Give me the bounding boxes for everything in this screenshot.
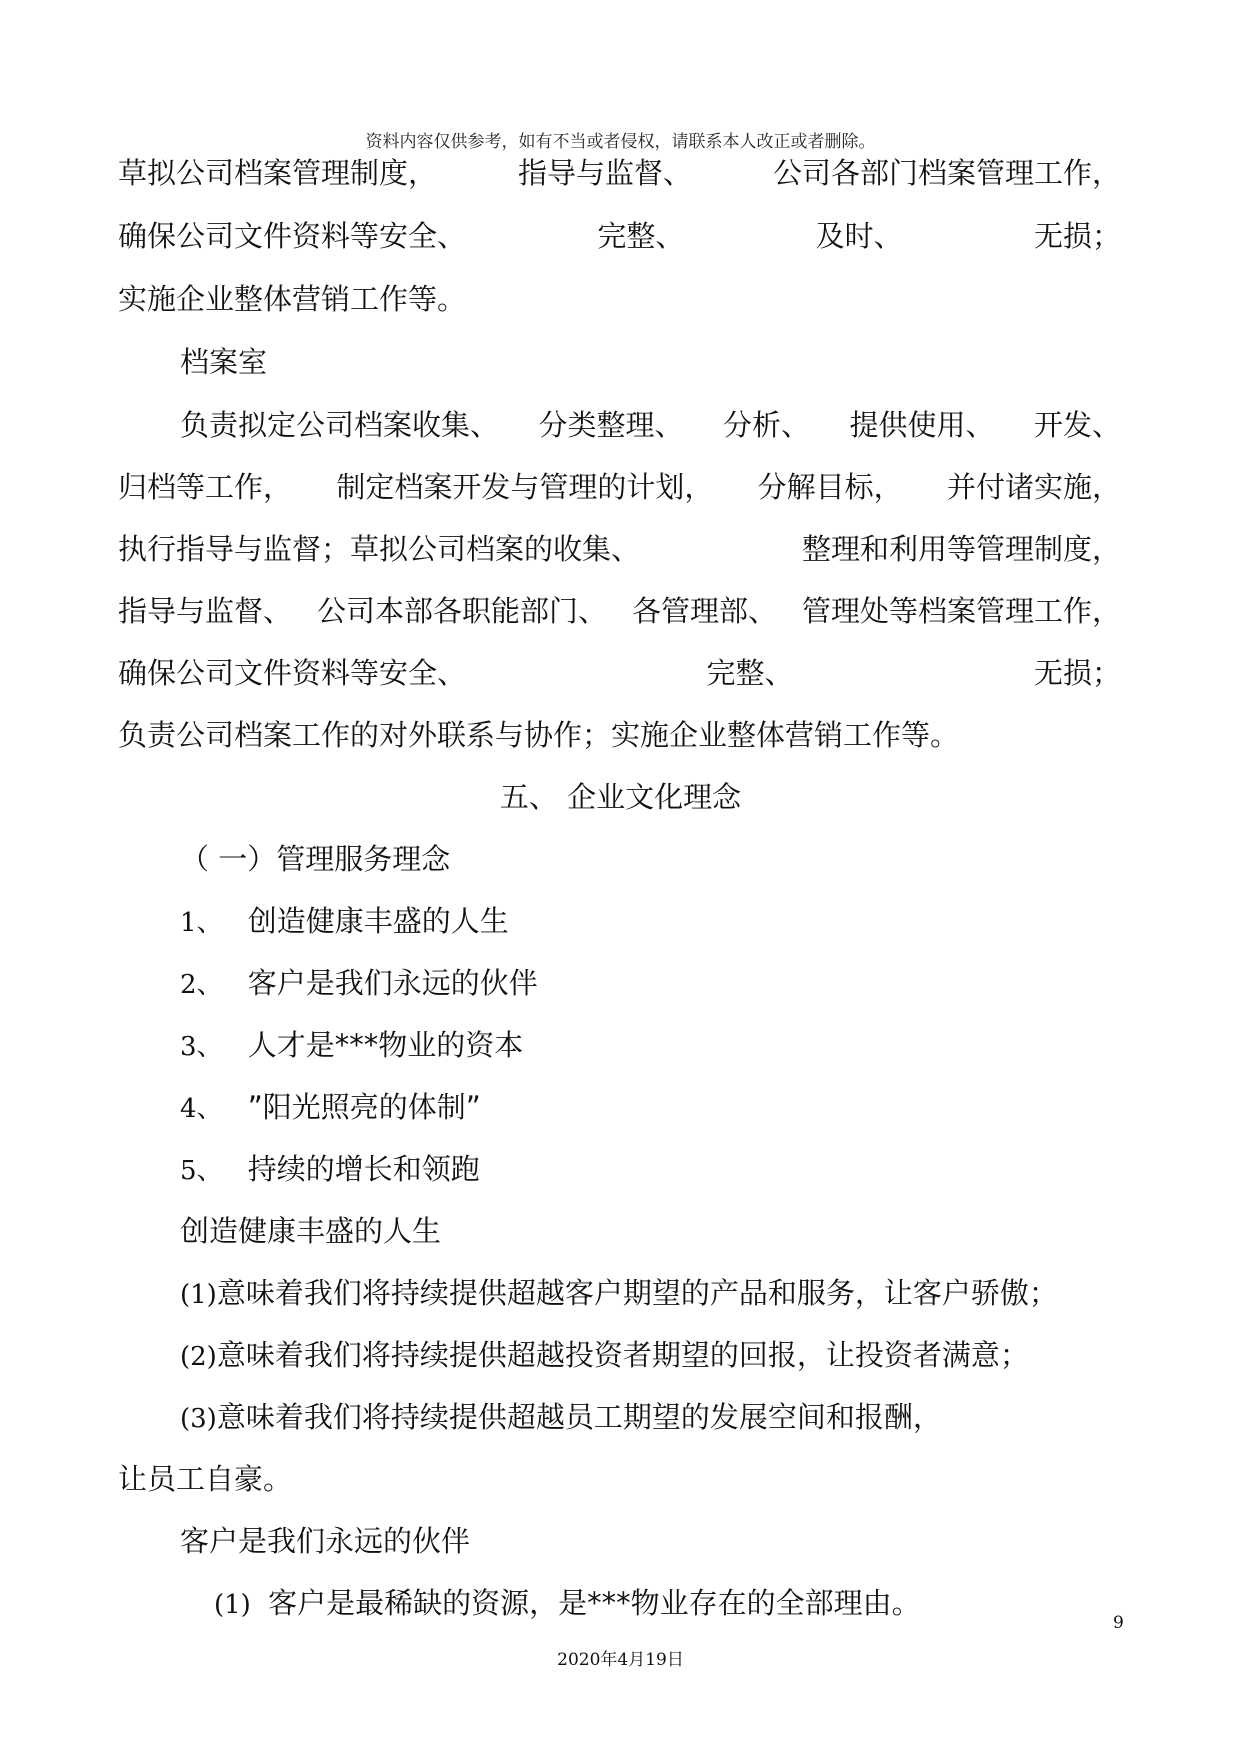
text-segment: 指导与监督、	[517, 156, 692, 190]
principle1-title: 创造健康丰盛的人生	[180, 1214, 442, 1248]
text-segment: 并付诸实施，	[946, 470, 1121, 504]
header-note: 资料内容仅供参考，如有不当或者侵权，请联系本人改正或者删除。	[365, 132, 876, 152]
text-segment: 无损；	[1033, 656, 1121, 690]
list-text: ”阳光照亮的体制”	[247, 1090, 481, 1124]
list-number: 5、	[180, 1156, 223, 1186]
list-text: 客户是我们永远的伙伴	[247, 966, 538, 1000]
text-segment: 及时、	[815, 219, 903, 253]
text-segment: 草拟公司档案管理制度，	[118, 156, 438, 190]
list-item	[180, 1025, 523, 1067]
list-item-continuation: 让员工自豪。	[118, 1462, 293, 1496]
list-number: 1、	[180, 908, 223, 938]
p2-line4	[118, 591, 1121, 631]
p2-line2	[118, 467, 1121, 507]
list-number: (1)	[214, 1590, 251, 1620]
list-number: (1)	[180, 1280, 217, 1310]
text-segment: 分析、	[722, 408, 810, 442]
p1-line2	[118, 216, 1121, 256]
text-segment: 整理和利用等管理制度，	[801, 532, 1121, 566]
subsection-heading: （ 一）管理服务理念	[180, 842, 451, 876]
list-number: 3、	[180, 1032, 223, 1062]
p1-line1	[118, 153, 1121, 193]
list-item	[180, 1397, 942, 1439]
list-text: 意味着我们将持续提供超越投资者期望的回报，让投资者满意；	[216, 1338, 1029, 1372]
list-text: 意味着我们将持续提供超越客户期望的产品和服务，让客户骄傲；	[216, 1276, 1058, 1310]
page-number: 9	[1113, 1613, 1124, 1633]
text-segment: 指导与监督、	[118, 594, 293, 628]
archive-title: 档案室	[180, 345, 268, 379]
text-segment: 无损；	[1033, 219, 1121, 253]
list-text: 客户是最稀缺的资源，是***物业存在的全部理由。	[268, 1586, 921, 1620]
text-segment: 确保公司文件资料等安全、	[118, 219, 467, 253]
text-segment: 执行指导与监督；草拟公司档案的收集、	[118, 532, 641, 566]
list-text: 持续的增长和领跑	[247, 1152, 480, 1186]
text-segment: 公司本部各职能部门、	[316, 594, 607, 628]
list-number: (2)	[180, 1342, 217, 1372]
list-item	[180, 1087, 481, 1129]
list-number: (3)	[180, 1404, 217, 1434]
list-item	[180, 963, 538, 1005]
p2-line1	[180, 405, 1121, 445]
list-item	[180, 901, 509, 943]
text-segment: 管理处等档案管理工作，	[801, 594, 1121, 628]
list-number: 4、	[180, 1094, 223, 1124]
list-item	[180, 1273, 1058, 1315]
list-item	[214, 1583, 921, 1625]
list-text: 意味着我们将持续提供超越员工期望的发展空间和报酬，	[216, 1400, 942, 1434]
list-number: 2、	[180, 970, 223, 1000]
section-heading: 五、 企业文化理念	[499, 780, 742, 814]
text-segment: 分解目标，	[757, 470, 903, 504]
p2-line3	[118, 529, 1121, 569]
text-segment: 提供使用、	[849, 408, 995, 442]
list-item	[180, 1335, 1029, 1377]
text-segment: 公司各部门档案管理工作，	[772, 156, 1121, 190]
text-segment: 完整、	[597, 219, 685, 253]
text-segment: 制定档案开发与管理的计划，	[336, 470, 714, 504]
list-item	[180, 1149, 480, 1191]
p1-line3: 实施企业整体营销工作等。	[118, 282, 467, 316]
footer-date: 2020年4月19日	[557, 1650, 684, 1670]
text-segment: 开发、	[1033, 408, 1121, 442]
principle2-title: 客户是我们永远的伙伴	[180, 1524, 471, 1558]
list-text: 人才是***物业的资本	[247, 1028, 524, 1062]
list-text: 创造健康丰盛的人生	[247, 904, 509, 938]
text-segment: 分类整理、	[538, 408, 684, 442]
text-segment: 各管理部、	[631, 594, 777, 628]
text-segment: 负责拟定公司档案收集、	[180, 408, 500, 442]
p2-line5	[118, 653, 1121, 693]
text-segment: 完整、	[706, 656, 794, 690]
p2-line6: 负责公司档案工作的对外联系与协作；实施企业整体营销工作等。	[118, 718, 960, 752]
text-segment: 确保公司文件资料等安全、	[118, 656, 467, 690]
text-segment: 归档等工作，	[118, 470, 293, 504]
